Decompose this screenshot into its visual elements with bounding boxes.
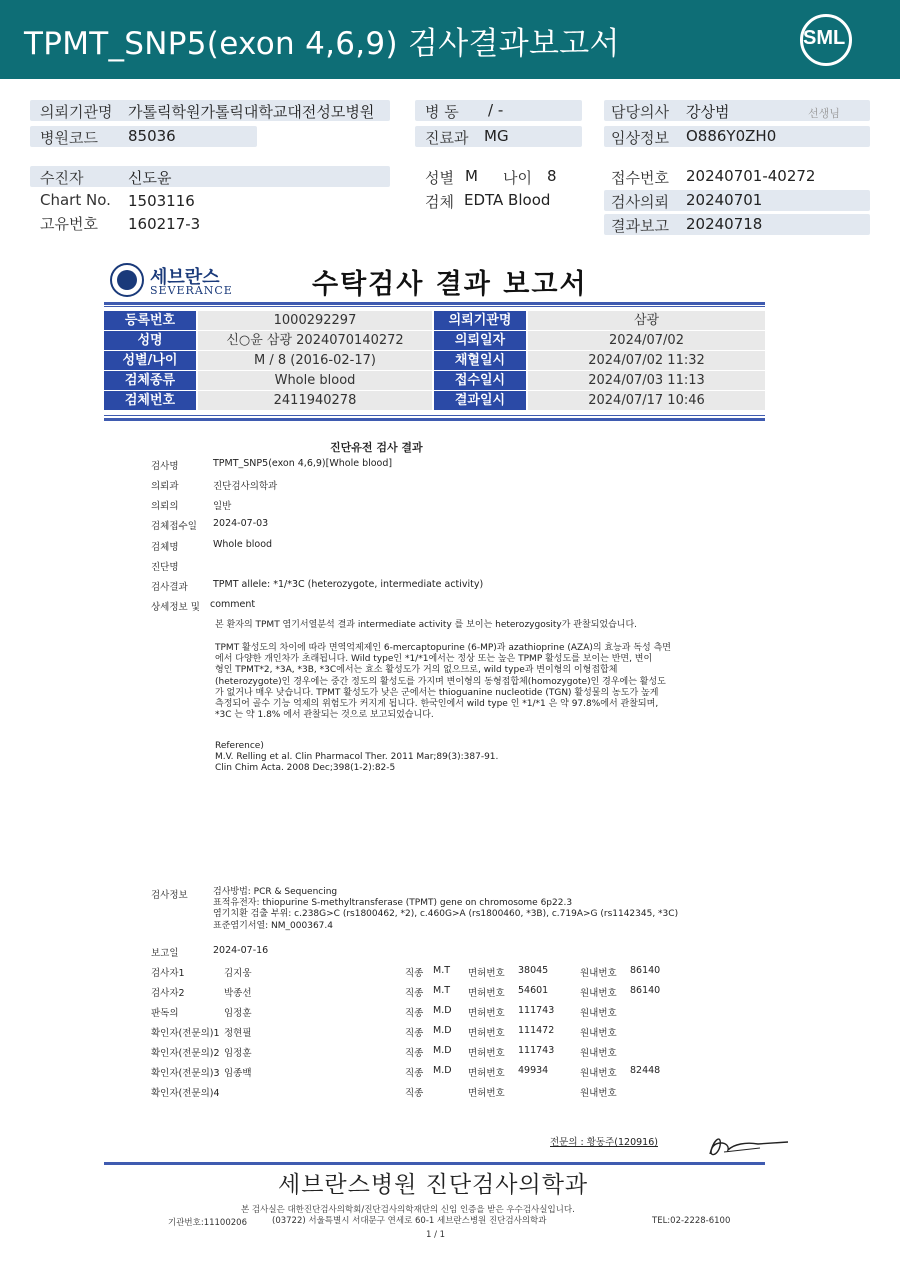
staff-inner-label: 원내번호 bbox=[580, 968, 617, 979]
footer-note: 본 검사실은 대한진단검사의학회/진단검사의학재단의 신임 인증을 받은 우수검사실입니다. bbox=[241, 1205, 575, 1215]
receipt-value: 20240701-40272 bbox=[686, 167, 816, 185]
staff-inner-label: 원내번호 bbox=[580, 1088, 617, 1099]
field-label: 검체접수일 bbox=[151, 521, 197, 532]
chart-label: Chart No. bbox=[40, 191, 111, 209]
method-line: 표적유전자: thiopurine S-methyltransferase (TPMT) gene on chromosome 6p22.3 bbox=[213, 898, 573, 909]
staff-row bbox=[151, 985, 671, 1005]
staff-name: 박종선 bbox=[224, 988, 252, 999]
detail-paragraph bbox=[215, 643, 671, 721]
staff-license: 38045 bbox=[518, 965, 549, 976]
grid-value: 2024/07/03 11:13 bbox=[528, 371, 765, 390]
field-label: 검체명 bbox=[151, 542, 179, 553]
severance-logo-ko: 세브란스 bbox=[150, 267, 220, 288]
doctor-value: 강상범 bbox=[686, 103, 730, 121]
patient-value: 신도윤 bbox=[128, 169, 172, 187]
grid-bottom-rule bbox=[104, 415, 765, 416]
staff-row bbox=[151, 1005, 671, 1025]
field-value: 진단검사의학과 bbox=[213, 481, 278, 492]
address: (03722) 서울특별시 서대문구 연세로 60-1 세브란스병원 진단검사의학과 bbox=[272, 1216, 547, 1226]
staff-inner-label: 원내번호 bbox=[580, 988, 617, 999]
telephone: TEL:02-2228-6100 bbox=[652, 1216, 731, 1226]
grid-header: 성별/나이 bbox=[104, 351, 196, 370]
hospital-code-value: 85036 bbox=[128, 127, 176, 145]
age-label: 나이 bbox=[503, 169, 532, 187]
grid-row bbox=[104, 370, 765, 390]
request-value: 20240701 bbox=[686, 191, 763, 209]
grid-value: 삼광 bbox=[528, 311, 765, 330]
severance-emblem-inner bbox=[117, 270, 137, 290]
staff-job-label: 직종 bbox=[405, 1068, 424, 1079]
page-number: 1 / 1 bbox=[426, 1230, 446, 1240]
staff-name: 정현필 bbox=[224, 1028, 252, 1039]
field-label: 검사결과 bbox=[151, 582, 188, 593]
grid-header: 의뢰기관명 bbox=[434, 311, 526, 330]
staff-license: 54601 bbox=[518, 985, 549, 996]
staff-job-label: 직종 bbox=[405, 988, 424, 999]
sex-value: M bbox=[465, 167, 478, 185]
staff-job: M.T bbox=[433, 965, 451, 976]
grid-header: 검체번호 bbox=[104, 391, 196, 410]
staff-role: 확인자(전문의)3 bbox=[151, 1068, 220, 1079]
staff-row bbox=[151, 1065, 671, 1085]
staff-role: 검사자1 bbox=[151, 968, 185, 979]
staff-license-label: 면허번호 bbox=[468, 988, 505, 999]
detail-line: 측정되어 골수 기능 억제의 위험도가 커지게 됩니다. 한국인에서 wild type 인 *1/*1 은 약 97.8%에서 관찰되며, bbox=[215, 699, 659, 710]
grid-value: M / 8 (2016-02-17) bbox=[198, 351, 432, 370]
ward-value: / - bbox=[488, 101, 504, 119]
staff-role: 검사자2 bbox=[151, 988, 185, 999]
signature-image bbox=[700, 1128, 790, 1162]
staff-job: M.D bbox=[433, 1065, 452, 1076]
reference-line: M.V. Relling et al. Clin Pharmacol Ther. 2011 Mar;89(3):387-91. bbox=[215, 752, 499, 763]
sex-label: 성별 bbox=[425, 169, 454, 187]
staff-row bbox=[151, 1085, 671, 1105]
detail-line: 가 없거나 매우 낮습니다. TPMT 활성도가 낮은 군에서는 thioguanine nucleotide (TGN) 활성물의 농도가 높게 bbox=[215, 687, 659, 698]
grid-row bbox=[104, 390, 765, 410]
age-value: 8 bbox=[547, 167, 557, 185]
section-title: 진단유전 검사 결과 bbox=[330, 441, 423, 454]
grid-header: 채혈일시 bbox=[434, 351, 526, 370]
method-block bbox=[213, 887, 678, 932]
field-value: TPMT_SNP5(exon 4,6,9)[Whole blood] bbox=[213, 458, 393, 469]
staff-role: 확인자(전문의)2 bbox=[151, 1048, 220, 1059]
staff-job-label: 직종 bbox=[405, 1088, 424, 1099]
severance-logo-en: SEVERANCE bbox=[150, 284, 233, 297]
clinical-label: 임상정보 bbox=[611, 129, 669, 147]
staff-row bbox=[151, 965, 671, 985]
staff-job-label: 직종 bbox=[405, 1028, 424, 1039]
field-label: 검사명 bbox=[151, 461, 179, 472]
receipt-label: 접수번호 bbox=[611, 169, 669, 187]
staff-role: 확인자(전문의)1 bbox=[151, 1028, 220, 1039]
staff-job-label: 직종 bbox=[405, 968, 424, 979]
footer-rule bbox=[104, 1162, 765, 1165]
detail-line: *3C 는 약 1.8% 에서 관찰되는 것으로 보고되었습니다. bbox=[215, 710, 434, 721]
institution-code: 기관번호:11100206 bbox=[168, 1218, 247, 1228]
detail-line: 에서 다양한 개인차가 초래됩니다. Wild type인 *1/*1에서는 정상 또는 높은 TPMP 활성도를 보이는 반면, 변이 bbox=[215, 654, 653, 665]
report-date-label: 보고일 bbox=[151, 948, 179, 959]
grid-value: 2411940278 bbox=[198, 391, 432, 410]
grid-header: 등록번호 bbox=[104, 311, 196, 330]
grid-header: 검체종류 bbox=[104, 371, 196, 390]
report-label: 결과보고 bbox=[611, 217, 669, 235]
doctor-suffix: 선생님 bbox=[808, 107, 840, 120]
grid-header: 결과일시 bbox=[434, 391, 526, 410]
grid-row bbox=[104, 350, 765, 370]
uid-label: 고유번호 bbox=[40, 215, 98, 233]
grid-value: 2024/07/17 10:46 bbox=[528, 391, 765, 410]
staff-license: 111743 bbox=[518, 1005, 555, 1016]
ward-label: 병 동 bbox=[425, 103, 459, 121]
grid-header: 성명 bbox=[104, 331, 196, 350]
report-top-rule bbox=[104, 302, 765, 305]
patient-band bbox=[30, 166, 390, 187]
field-value: Whole blood bbox=[213, 539, 273, 550]
staff-license-label: 면허번호 bbox=[468, 1068, 505, 1079]
hospital-value: 가톨릭학원가톨릭대학교대전성모병원 bbox=[128, 103, 375, 121]
staff-name: 김지웅 bbox=[224, 968, 252, 979]
reference-line: Reference) bbox=[215, 741, 264, 751]
grid-value: Whole blood bbox=[198, 371, 432, 390]
grid-row bbox=[104, 330, 765, 350]
detail-line: (heterozygote)인 경우에는 중간 정도의 활성도를 가지며 변이형의 동형접합체(homozygote)인 경우에는 활성도 bbox=[215, 676, 666, 687]
grid-value: 2024/07/02 11:32 bbox=[528, 351, 765, 370]
report-title: 수탁검사 결과 보고서 bbox=[312, 269, 588, 300]
detail-line: TPMT 활성도의 차이에 따라 면역억제제인 6-mercaptopurine (6-MP)과 azathioprine (AZA)의 효능과 독성 측면 bbox=[215, 643, 672, 653]
grid-value: 2024/07/02 bbox=[528, 331, 765, 350]
staff-inner: 86140 bbox=[630, 985, 661, 996]
staff-name: 임정훈 bbox=[224, 1008, 252, 1019]
staff-job-label: 직종 bbox=[405, 1008, 424, 1019]
staff-inner: 82448 bbox=[630, 1065, 661, 1076]
method-line: 검사방법: PCR & Sequencing bbox=[213, 887, 338, 897]
dept-value: MG bbox=[484, 127, 509, 145]
field-value: 일반 bbox=[213, 501, 232, 512]
grid-row bbox=[104, 310, 765, 330]
staff-role: 확인자(전문의)4 bbox=[151, 1088, 220, 1099]
field-label: 상세정보 및 bbox=[151, 602, 200, 613]
staff-license: 49934 bbox=[518, 1065, 549, 1076]
chart-value: 1503116 bbox=[128, 192, 195, 210]
staff-job: M.D bbox=[433, 1045, 452, 1056]
staff-job: M.D bbox=[433, 1025, 452, 1036]
detail-line: 형인 TPMT*2, *3A, *3B, *3C에서는 효소 활성도가 거의 없으므로, wild type과 변이형의 이형접합체 bbox=[215, 665, 618, 676]
report-date-value: 2024-07-16 bbox=[213, 945, 269, 956]
staff-name: 임종백 bbox=[224, 1068, 252, 1079]
footer-title: 세브란스병원 진단검사의학과 bbox=[278, 1172, 589, 1198]
staff-job: M.T bbox=[433, 985, 451, 996]
uid-value: 160217-3 bbox=[128, 215, 201, 233]
staff-job-label: 직종 bbox=[405, 1048, 424, 1059]
staff-license-label: 면허번호 bbox=[468, 1028, 505, 1039]
hospital-label: 의뢰기관명 bbox=[40, 103, 113, 121]
staff-row bbox=[151, 1025, 671, 1045]
method-label: 검사정보 bbox=[151, 890, 188, 901]
report-top-rule-thin bbox=[104, 306, 765, 307]
specimen-label: 검체 bbox=[425, 193, 454, 211]
staff-license-label: 면허번호 bbox=[468, 968, 505, 979]
dept-label: 진료과 bbox=[425, 129, 469, 147]
reference-line: Clin Chim Acta. 2008 Dec;398(1-2):82-5 bbox=[215, 763, 396, 774]
method-line: 표준염기서열: NM_000367.4 bbox=[213, 920, 333, 931]
staff-inner-label: 원내번호 bbox=[580, 1008, 617, 1019]
reference-block bbox=[215, 741, 498, 775]
staff-inner-label: 원내번호 bbox=[580, 1028, 617, 1039]
staff-name: 임정훈 bbox=[224, 1048, 252, 1059]
grid-value: 신○윤 삼광 2024070140272 bbox=[198, 331, 432, 350]
page-title: TPMT_SNP5(exon 4,6,9) 검사결과보고서 bbox=[24, 26, 620, 62]
hospital-code-label: 병원코드 bbox=[40, 129, 98, 147]
staff-license-label: 면허번호 bbox=[468, 1088, 505, 1099]
grid-header: 의뢰일자 bbox=[434, 331, 526, 350]
staff-license: 111472 bbox=[518, 1025, 555, 1036]
request-label: 검사의뢰 bbox=[611, 193, 669, 211]
grid-header: 접수일시 bbox=[434, 371, 526, 390]
staff-inner: 86140 bbox=[630, 965, 661, 976]
grid-bottom-rule-thick bbox=[104, 418, 765, 421]
field-label: 진단명 bbox=[151, 562, 179, 573]
method-line: 염기치환 검출 부위: c.238G>C (rs1800462, *2), c.460G>A (rs1800460, *3B), c.719A>G (rs1142345, *3C) bbox=[213, 909, 679, 920]
doctor-label: 담당의사 bbox=[611, 103, 669, 121]
field-value: comment bbox=[210, 599, 256, 610]
specialist: 전문의 : 황동주(120916) bbox=[550, 1137, 658, 1148]
sml-logo-text: SML bbox=[803, 27, 846, 49]
staff-inner-label: 원내번호 bbox=[580, 1048, 617, 1059]
staff-inner-label: 원내번호 bbox=[580, 1068, 617, 1079]
patient-label: 수진자 bbox=[40, 169, 84, 187]
specimen-value: EDTA Blood bbox=[464, 191, 551, 209]
report-value: 20240718 bbox=[686, 215, 763, 233]
field-value: 2024-07-03 bbox=[213, 518, 269, 529]
clinical-value: O886Y0ZH0 bbox=[686, 127, 777, 145]
staff-license: 111743 bbox=[518, 1045, 555, 1056]
field-label: 의뢰의 bbox=[151, 501, 179, 512]
comment-line: 본 환자의 TPMT 염기서열분석 결과 intermediate activity 를 보이는 heterozygosity가 관찰되었습니다. bbox=[215, 620, 638, 630]
staff-license-label: 면허번호 bbox=[468, 1048, 505, 1059]
staff-license-label: 면허번호 bbox=[468, 1008, 505, 1019]
staff-row bbox=[151, 1045, 671, 1065]
field-label: 의뢰과 bbox=[151, 481, 179, 492]
staff-role: 판독의 bbox=[151, 1008, 179, 1019]
grid-value: 1000292297 bbox=[198, 311, 432, 330]
field-value: TPMT allele: *1/*3C (heterozygote, intermediate activity) bbox=[213, 579, 484, 590]
staff-job: M.D bbox=[433, 1005, 452, 1016]
